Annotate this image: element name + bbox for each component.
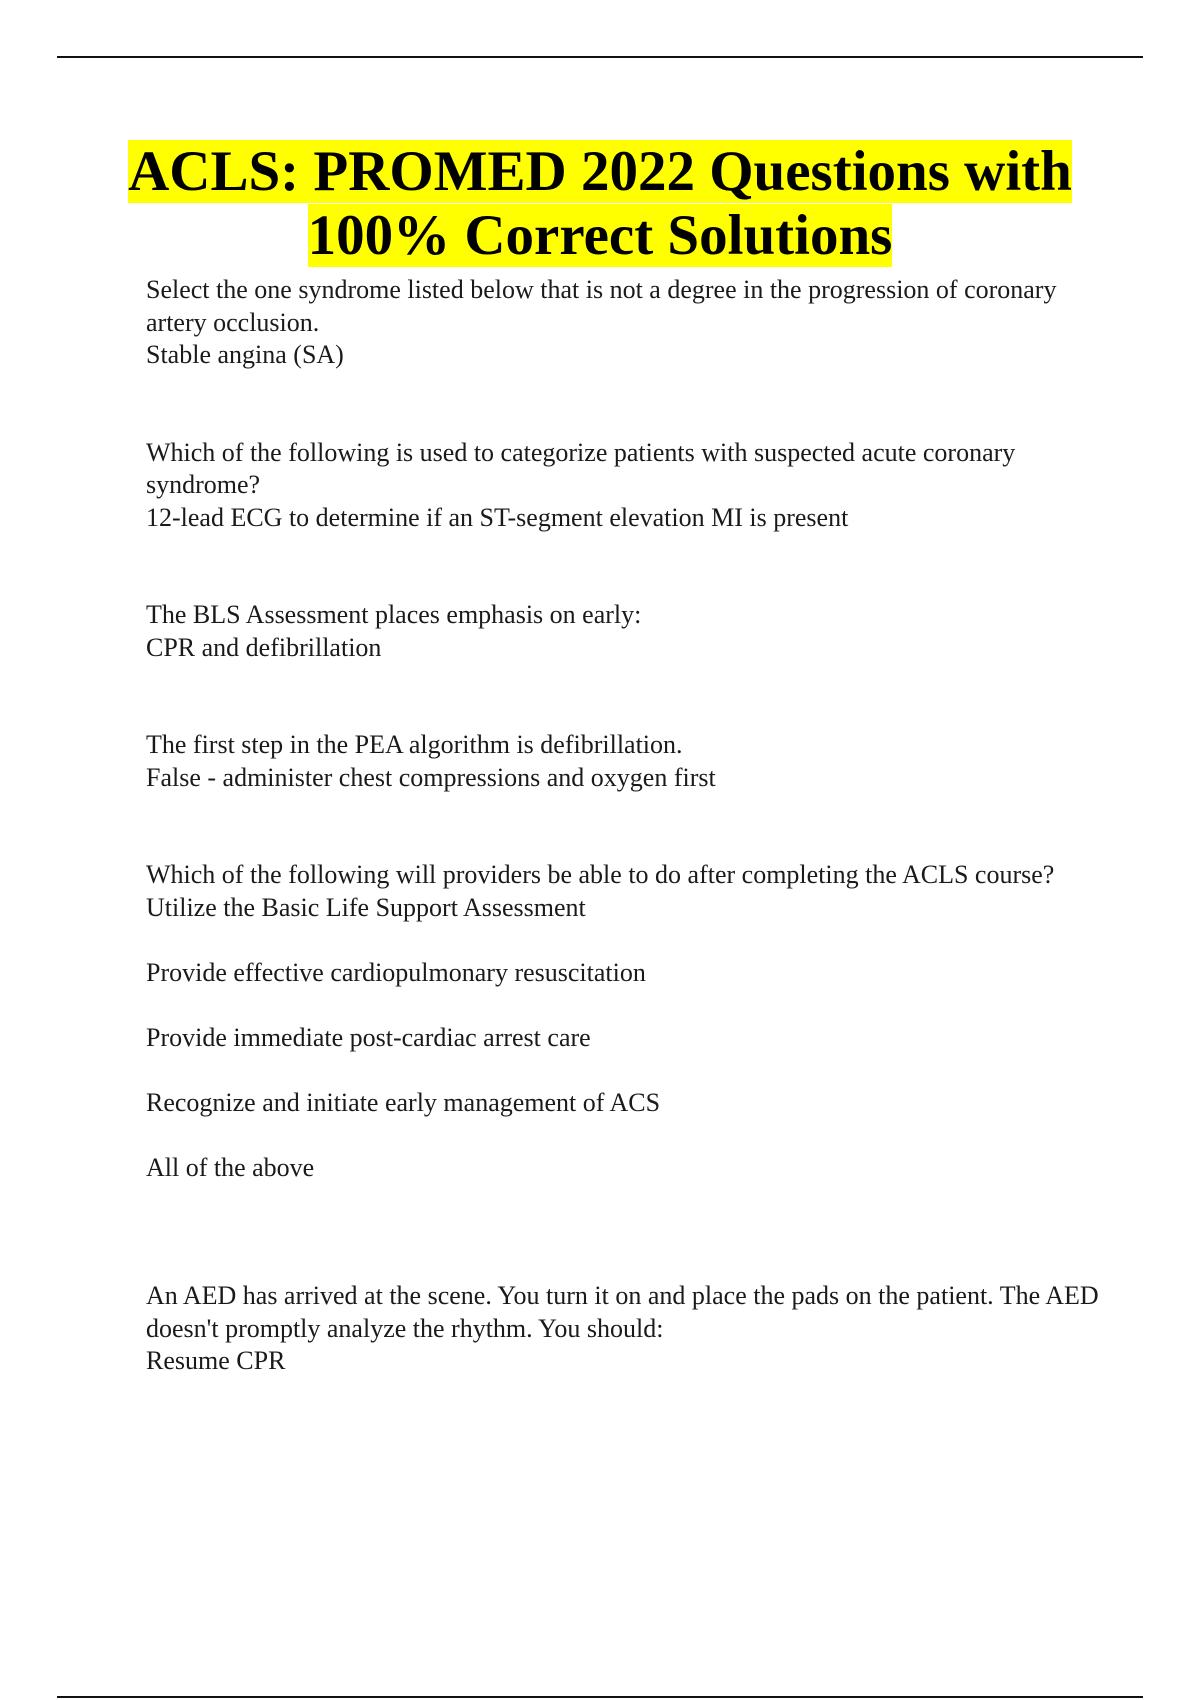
answer-text: CPR and defibrillation (146, 632, 382, 662)
document-title (60, 140, 1140, 268)
answer-option: Utilize the Basic Life Support Assessment (146, 892, 586, 922)
question-text: An AED has arrived at the scene. You turn it on and place the pads on the patient. The AED doesn't promptly analyze the rhythm. You should: (146, 1281, 1099, 1343)
qa-item (146, 274, 1106, 372)
question-text: The BLS Assessment places emphasis on early: (146, 600, 642, 629)
qa-item (146, 729, 1106, 794)
answer-option: All of the above (146, 1152, 315, 1182)
answer-text: Resume CPR (146, 1346, 286, 1375)
question-text: Which of the following is used to categorize patients with suspected acute coronary syndrome? (146, 437, 1016, 499)
qa-item (146, 599, 1106, 664)
question-text: The first step in the PEA algorithm is defibrillation. (146, 730, 683, 759)
qa-list (146, 274, 1106, 1378)
top-rule (57, 56, 1143, 58)
answer-text: Stable angina (SA) (146, 340, 344, 369)
answer-option: Recognize and initiate early management of ACS (146, 1087, 661, 1117)
answer-option: Provide immediate post-cardiac arrest care (146, 1022, 591, 1052)
question-text: Which of the following will providers be able to do after completing the ACLS course? (146, 860, 1055, 889)
qa-item (146, 1280, 1106, 1378)
title-line-1: ACLS: PROMED 2022 Questions with (128, 140, 1072, 203)
qa-item (146, 859, 1106, 1184)
answer-text: False - administer chest compressions and oxygen first (146, 762, 716, 792)
answer-option: Provide effective cardiopulmonary resuscitation (146, 957, 646, 987)
qa-item (146, 437, 1106, 535)
question-text: Select the one syndrome listed below that is not a degree in the progression of coronary artery occlusion. (146, 275, 1057, 337)
answer-text: 12-lead ECG to determine if an ST-segment elevation MI is present (146, 502, 849, 532)
title-line-2: 100% Correct Solutions (307, 204, 893, 267)
bottom-rule (57, 1696, 1143, 1698)
